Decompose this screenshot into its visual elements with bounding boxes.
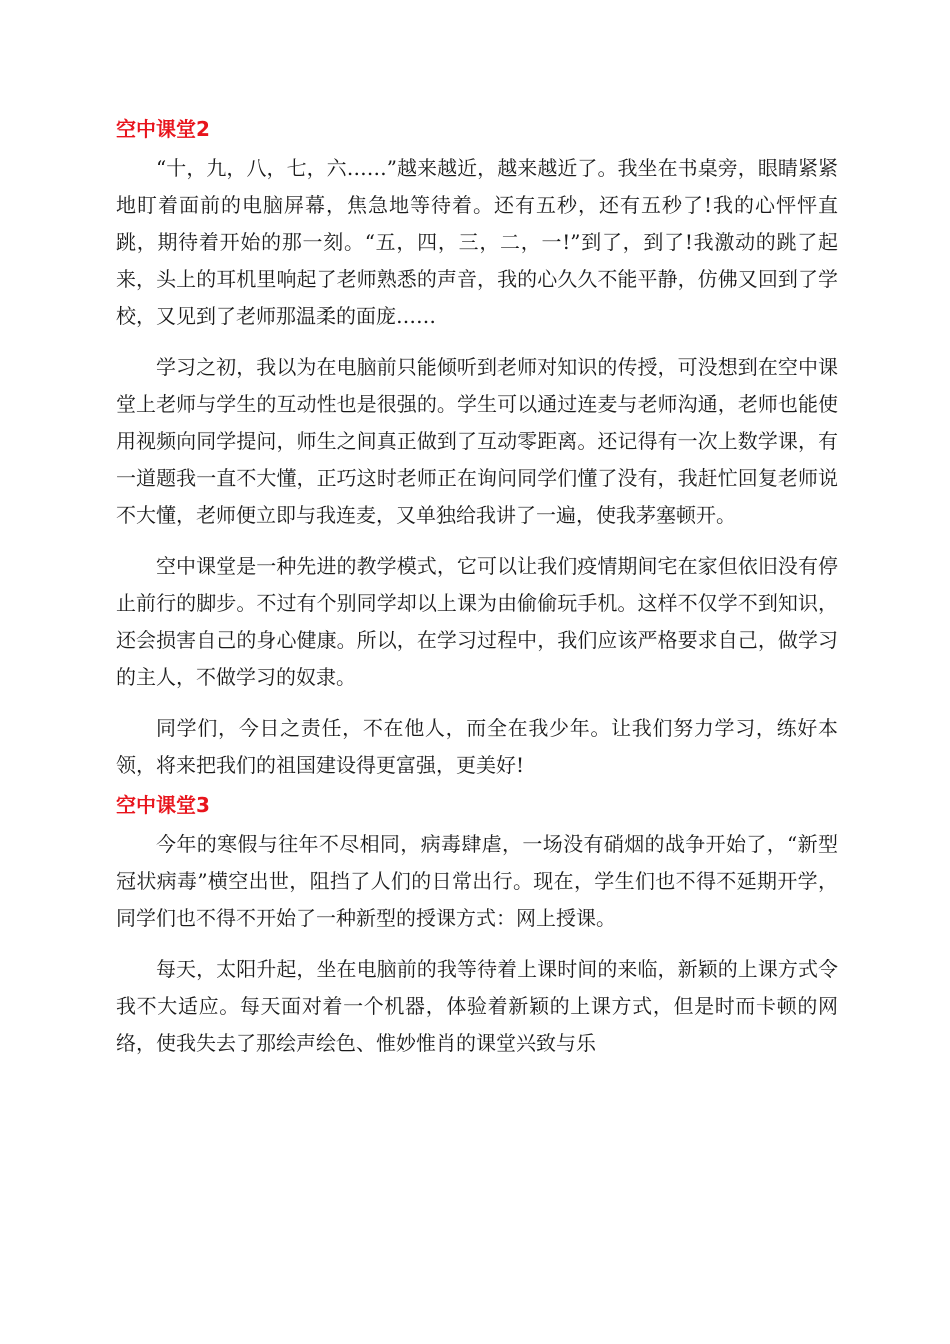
section-title-3: 空中课堂3	[116, 793, 210, 817]
paragraph-winter-break: 今年的寒假与往年不尽相同，病毒肆虐，一场没有硝烟的战争开始了，“新型冠状病毒”横空出世，阻挡了人们的日常出行。现在，学生们也不得不延期开学，同学们也不得不开始了一种新型的授课方式：网上授课。	[116, 832, 838, 930]
section-title-2: 空中课堂2	[116, 117, 210, 141]
paragraph-call-to-action: 同学们，今日之责任，不在他人，而全在我少年。让我们努力学习，练好本领，将来把我们的祖国建设得更富强，更美好!	[116, 716, 838, 777]
document-page	[116, 112, 838, 1062]
paragraph-interaction: 学习之初，我以为在电脑前只能倾听到老师对知识的传授，可没想到在空中课堂上老师与学生的互动性也是很强的。学生可以通过连麦与老师沟通，老师也能使用视频向同学提问，师生之间真正做到了互动零距离。还记得有一次上数学课，有一道题我一直不大懂，正巧这时老师正在询问同学们懂了没有，我赶忙回复老师说不大懂，老师便立即与我连麦，又单独给我讲了一遍，使我茅塞顿开。	[116, 355, 838, 527]
paragraph-teaching-mode: 空中课堂是一种先进的教学模式，它可以让我们疫情期间宅在家但依旧没有停止前行的脚步。不过有个别同学却以上课为由偷偷玩手机。这样不仅学不到知识，还会损害自己的身心健康。所以，在学习过程中，我们应该严格要求自己，做学习的主人，不做学习的奴隶。	[116, 554, 838, 689]
paragraph-daily-class: 每天，太阳升起，坐在电脑前的我等待着上课时间的来临，新颖的上课方式令我不大适应。每天面对着一个机器，体验着新颖的上课方式，但是时而卡顿的网络，使我失去了那绘声绘色、惟妙惟肖的课堂兴致与乐	[116, 957, 838, 1055]
paragraph-countdown: “十，九，八，七，六……”越来越近，越来越近了。我坐在书桌旁，眼睛紧紧地盯着面前的电脑屏幕，焦急地等待着。还有五秒，还有五秒了!我的心怦怦直跳，期待着开始的那一刻。“五，四，三，二，一!”到了，到了!我激动的跳了起来，头上的耳机里响起了老师熟悉的声音，我的心久久不能平静，仿佛又回到了学校，又见到了老师那温柔的面庞……	[116, 156, 838, 328]
